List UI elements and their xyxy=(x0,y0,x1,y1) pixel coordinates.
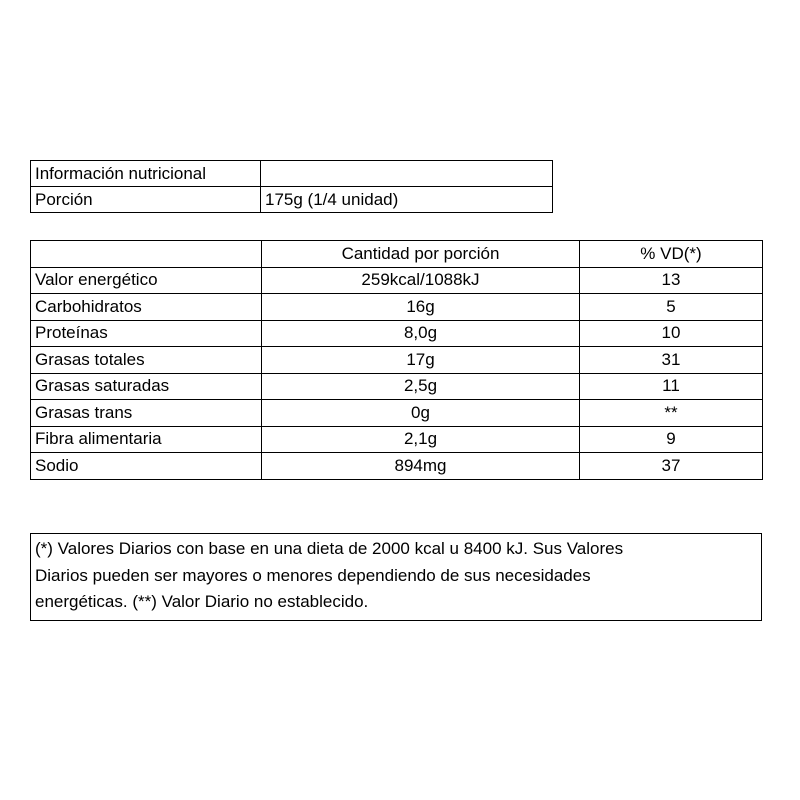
title-row xyxy=(31,161,553,187)
nutrient-vd: 37 xyxy=(580,453,763,480)
serving-info-table xyxy=(30,160,553,213)
table-row xyxy=(31,267,763,294)
nutrient-vd: 5 xyxy=(580,294,763,321)
table-row xyxy=(31,347,763,374)
nutrient-amount: 894mg xyxy=(262,453,580,480)
nutrient-vd: 10 xyxy=(580,320,763,347)
column-header-row xyxy=(31,241,763,268)
nutrient-amount: 8,0g xyxy=(262,320,580,347)
amount-column-header: Cantidad por porción xyxy=(262,241,580,268)
nutrient-name: Sodio xyxy=(31,453,262,480)
nutrient-name: Valor energético xyxy=(31,267,262,294)
title-empty-cell xyxy=(261,161,553,187)
daily-values-footnote xyxy=(30,533,762,621)
table-row xyxy=(31,373,763,400)
nutrient-amount: 2,1g xyxy=(262,426,580,453)
portion-label: Porción xyxy=(31,187,261,213)
nutrition-facts-table xyxy=(30,240,763,480)
nutrient-amount: 0g xyxy=(262,400,580,427)
nutrient-amount: 16g xyxy=(262,294,580,321)
nutrient-name: Grasas totales xyxy=(31,347,262,374)
nutrient-name: Grasas trans xyxy=(31,400,262,427)
nutrient-header-empty xyxy=(31,241,262,268)
table-row xyxy=(31,320,763,347)
footnote-line: Diarios pueden ser mayores o menores dependiendo de sus necesidades xyxy=(35,565,591,585)
table-row xyxy=(31,294,763,321)
nutrient-vd: 13 xyxy=(580,267,763,294)
nutrient-vd: ** xyxy=(580,400,763,427)
portion-value: 175g (1/4 unidad) xyxy=(261,187,553,213)
table-row xyxy=(31,453,763,480)
footnote-line: energéticas. (**) Valor Diario no establecido. xyxy=(35,592,369,611)
nutrient-amount: 17g xyxy=(262,347,580,374)
nutrient-vd: 11 xyxy=(580,373,763,400)
table-row xyxy=(31,426,763,453)
vd-column-header: % VD(*) xyxy=(580,241,763,268)
nutrient-name: Grasas saturadas xyxy=(31,373,262,400)
nutrient-amount: 2,5g xyxy=(262,373,580,400)
nutrient-vd: 31 xyxy=(580,347,763,374)
footnote-line: (*) Valores Diarios con base en una dieta de 2000 kcal u 8400 kJ. Sus Valores xyxy=(35,539,624,558)
table-row xyxy=(31,400,763,427)
nutrient-name: Fibra alimentaria xyxy=(31,426,262,453)
portion-row xyxy=(31,187,553,213)
nutrient-name: Proteínas xyxy=(31,320,262,347)
nutrient-name: Carbohidratos xyxy=(31,294,262,321)
table-title: Información nutricional xyxy=(31,161,261,187)
nutrient-amount: 259kcal/1088kJ xyxy=(262,267,580,294)
nutrient-vd: 9 xyxy=(580,426,763,453)
